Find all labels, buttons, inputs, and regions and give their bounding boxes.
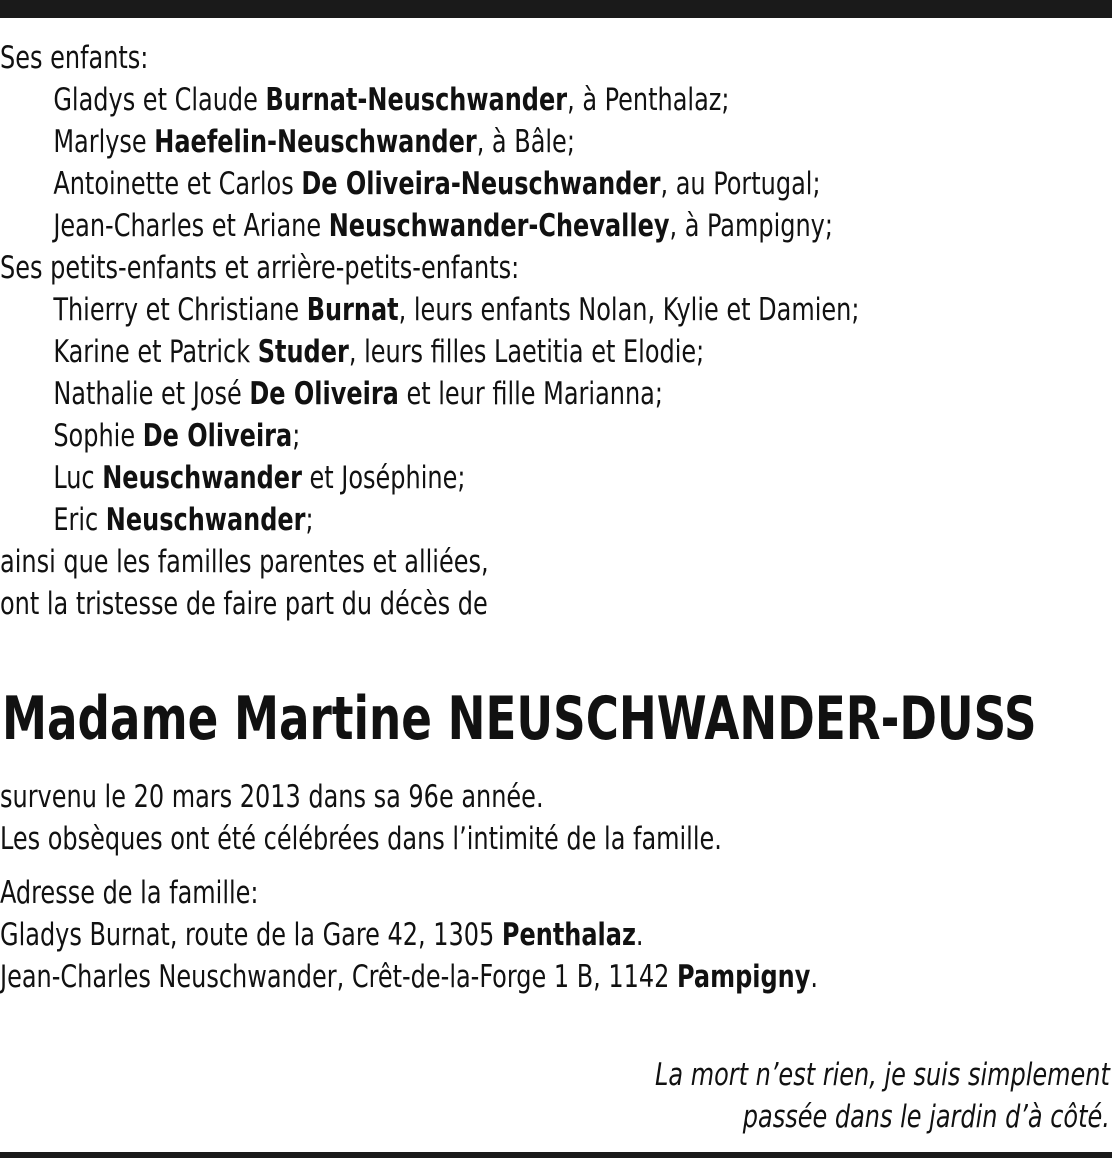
child-location: , à Bâle; [476,124,575,160]
address-town: Penthalaz [501,917,636,953]
grandchild-rest: ; [305,502,314,538]
grandchild-names: Thierry et Christiane [53,292,307,328]
quote-line-1: La mort n’est rien, je suis simplement [655,1057,1110,1093]
death-date-line: survenu le 20 mars 2013 dans sa 96e année. [0,779,544,815]
child-names: Marlyse [53,124,155,160]
child-line [0,163,956,205]
grandchild-surname: De Oliveira [142,418,293,454]
families-line: ainsi que les familles parentes et alliées, [0,544,489,580]
grandchild-surname: Burnat [306,292,399,328]
grandchild-line [0,457,956,499]
child-location: , à Penthalaz; [567,82,730,118]
bottom-border-rule [0,1152,1112,1158]
child-names: Antoinette et Carlos [53,166,302,202]
address-end: . [810,959,818,995]
child-names: Gladys et Claude [53,82,266,118]
grandchild-rest: et leur fille Marianna; [398,376,663,412]
child-surname: Burnat-Neuschwander [265,82,568,118]
quote-line-2: passée dans le jardin d’à côté. [742,1099,1110,1135]
child-names: Jean-Charles et Ariane [53,208,329,244]
closing-quote [581,1054,1110,1138]
child-surname: Neuschwander-Chevalley [328,208,670,244]
grandchild-names: Sophie [53,418,143,454]
grandchild-rest: ; [292,418,301,454]
address-text: Gladys Burnat, route de la Gare 42, 1305 [0,917,502,953]
address-town: Pampigny [677,959,811,995]
child-surname: Haefelin-Neuschwander [154,124,477,160]
address-heading: Adresse de la famille: [0,875,259,911]
child-line [0,205,956,247]
grandchild-line [0,499,956,541]
address-line [0,956,956,998]
address-text: Jean-Charles Neuschwander, Crêt-de-la-Forge 1 B, 1142 [0,959,678,995]
top-border-rule [0,0,1112,18]
grandchild-rest: , leurs enfants Nolan, Kylie et Damien; [398,292,860,328]
child-location: , au Portugal; [660,166,821,202]
grandchild-names: Nathalie et José [53,376,250,412]
children-heading: Ses enfants: [0,40,149,76]
child-location: , à Pampigny; [669,208,833,244]
grandchild-surname: De Oliveira [249,376,399,412]
grandchild-names: Karine et Patrick [53,334,258,370]
address-line [0,914,956,956]
grandchild-rest: et Joséphine; [301,460,466,496]
grandchild-names: Eric [53,502,106,538]
death-details [0,776,1112,998]
address-end: . [635,917,644,953]
grandchild-surname: Neuschwander [102,460,302,496]
grandchild-rest: , leurs filles Laetitia et Elodie; [348,334,705,370]
announcement-line: ont la tristesse de faire part du décès de [0,586,488,622]
grandchild-surname: Neuschwander [105,502,306,538]
deceased-name: Madame Martine NEUSCHWANDER-DUSS [2,684,1037,754]
grandchild-line [0,415,956,457]
grandchild-line [0,373,956,415]
grandchildren-heading: Ses petits-enfants et arrière-petits-enfants: [0,250,520,286]
grandchild-names: Luc [53,460,103,496]
child-line [0,79,956,121]
funeral-line: Les obsèques ont été célébrées dans l’intimité de la famille. [0,821,722,857]
spacer [0,860,1112,872]
grandchild-surname: Studer [257,334,349,370]
family-list [0,37,1112,625]
grandchild-line [0,331,956,373]
child-surname: De Oliveira-Neuschwander [301,166,661,202]
grandchild-line [0,289,956,331]
child-line [0,121,956,163]
